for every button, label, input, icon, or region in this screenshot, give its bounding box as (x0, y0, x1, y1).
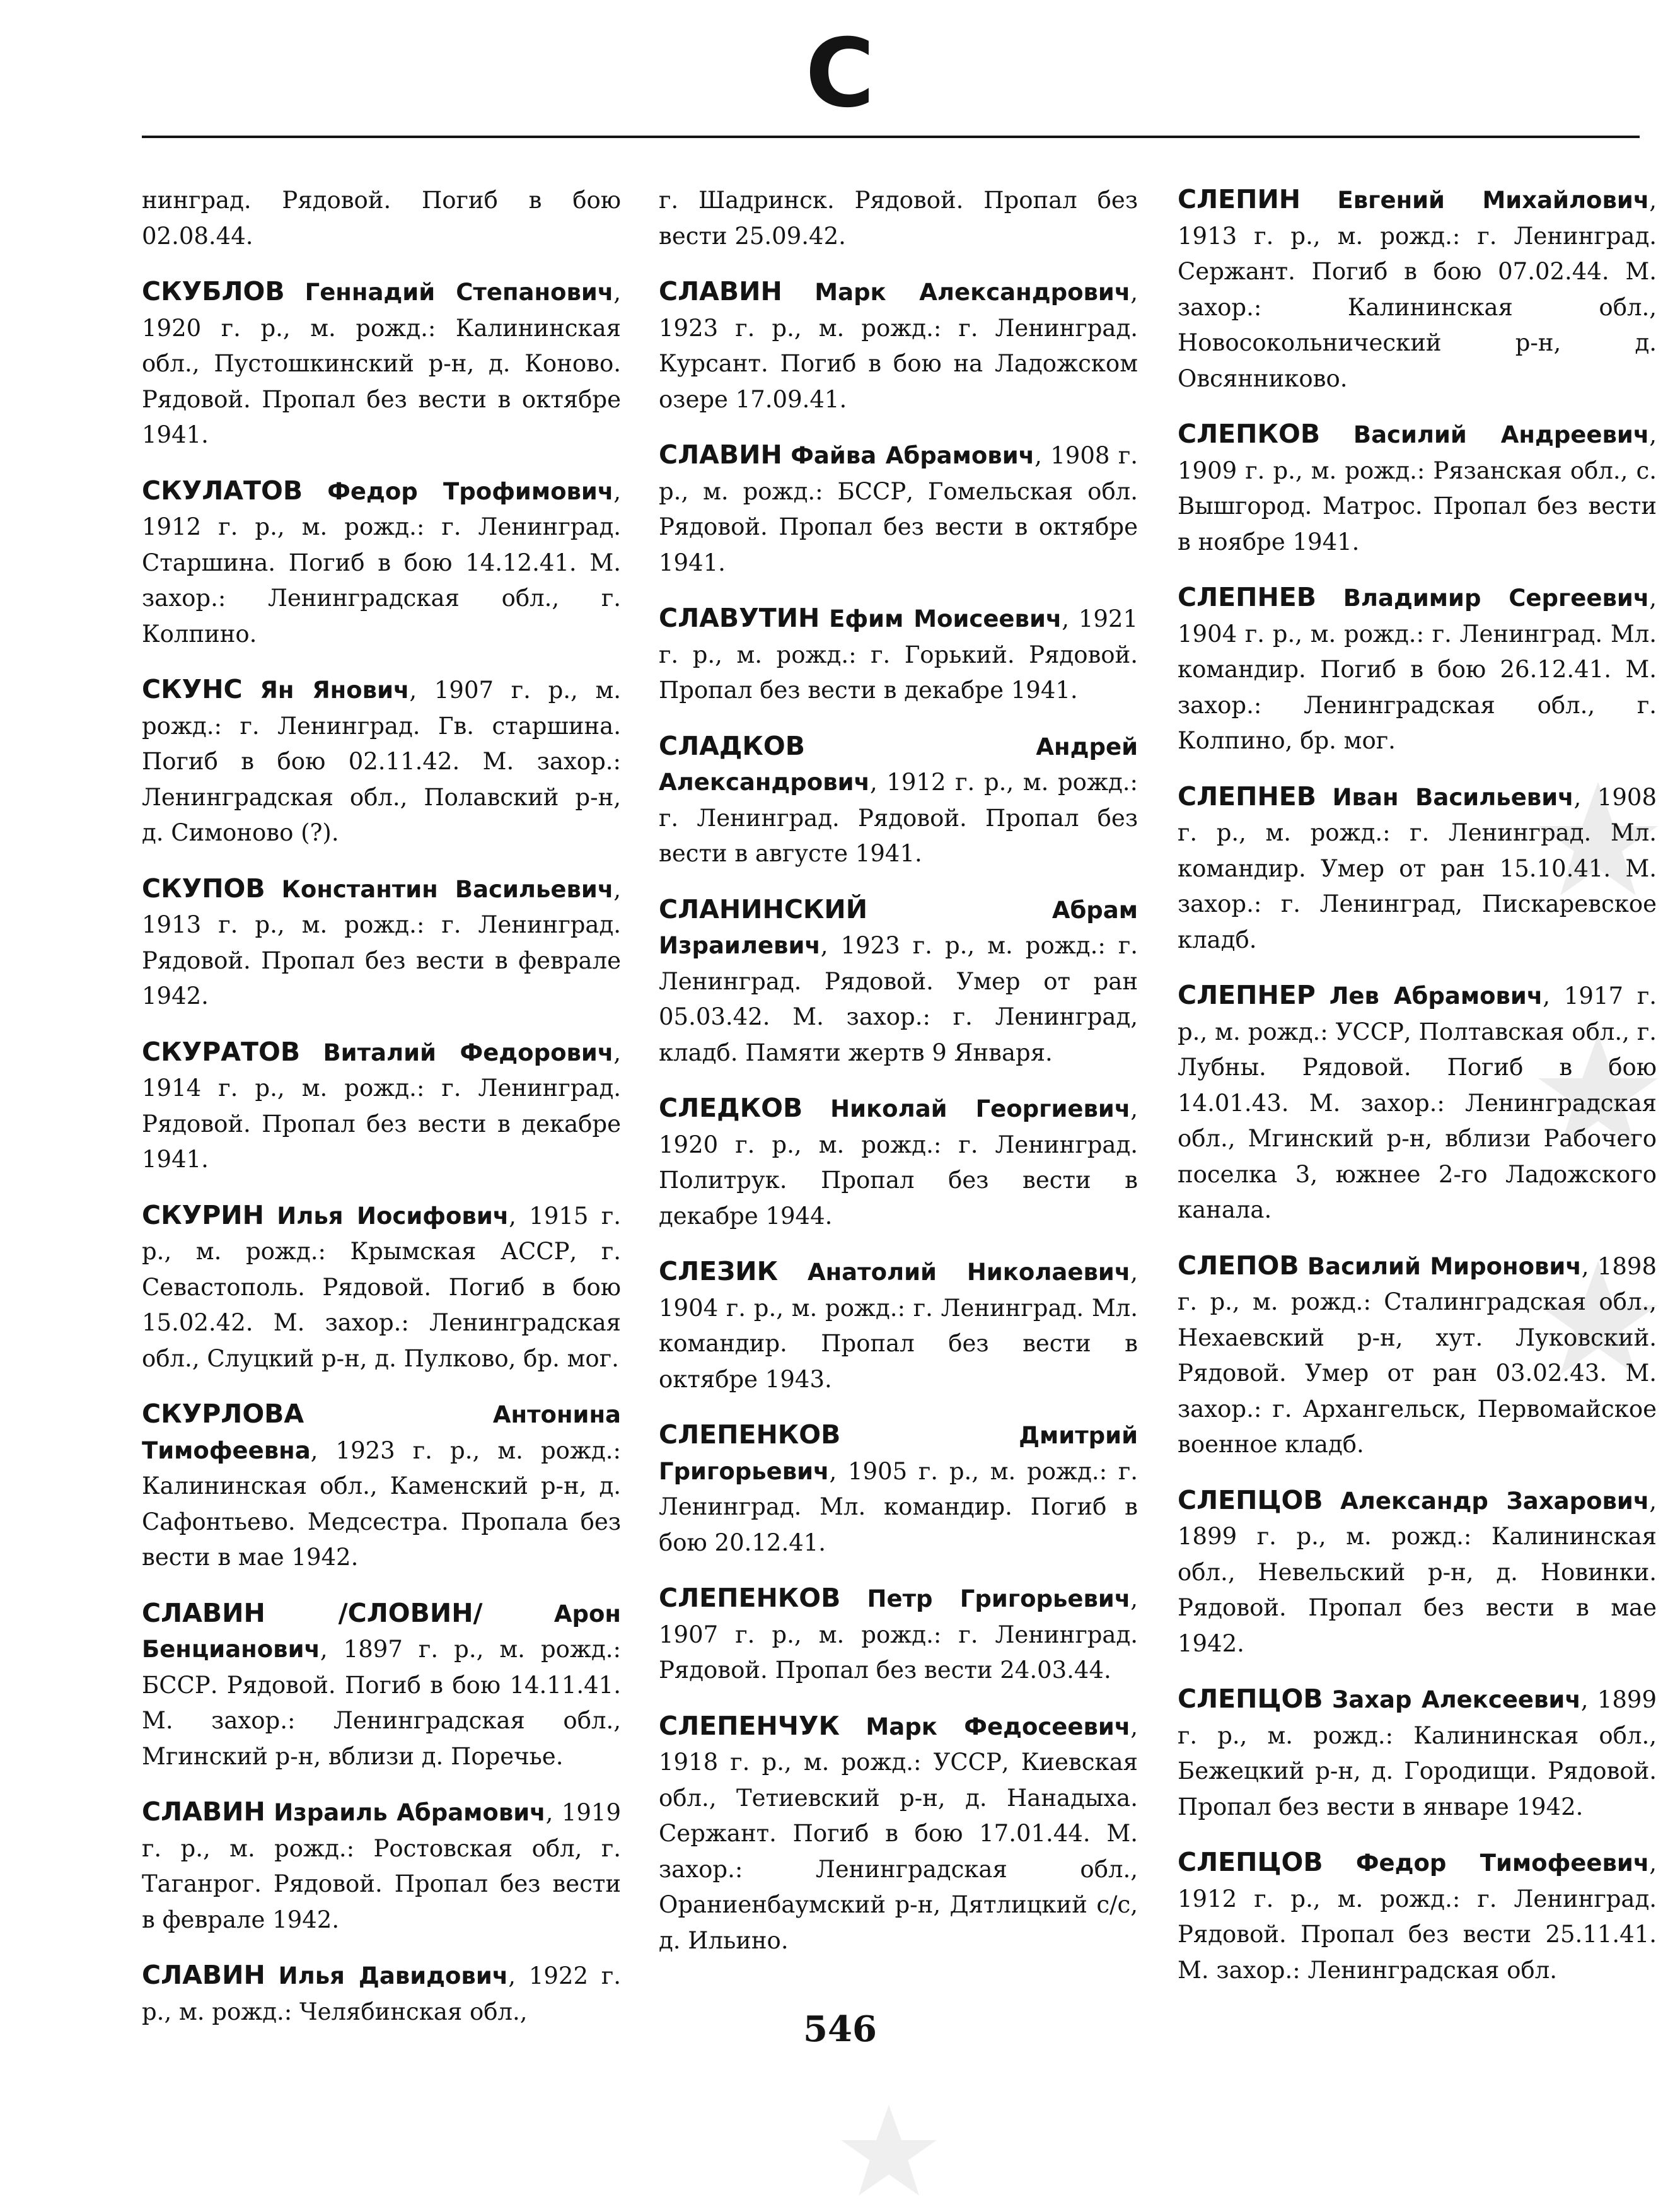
entry (1178, 416, 1657, 560)
entry (1178, 1844, 1657, 1988)
surname: СЛЕПИН (1178, 184, 1301, 214)
entry-text: , 1904 г. р., м. рожд.: г. Ленинград. Мл. командир. Пропал без вести в октябре 1943. (659, 1259, 1138, 1393)
entry (659, 274, 1138, 417)
entry-text: , 1912 г. р., м. рожд.: г. Ленинград. Рядовой. Пропал без вести 25.11.41. М. захор.: Ленинградская обл. (1178, 1849, 1657, 1984)
entry (142, 672, 621, 851)
surname: СЛАНИНСКИЙ (659, 894, 868, 924)
surname: СЛЕПКОВ (1178, 419, 1321, 449)
section-letter: С (805, 19, 875, 129)
surname: СКУЛАТОВ (142, 475, 303, 506)
entry (142, 1197, 621, 1377)
given-name: Абрам Израилевич (659, 896, 1138, 959)
column-3 (1178, 182, 1657, 2008)
entry-text: , 1908 г. р., м. рожд.: г. Ленинград. Мл. командир. Умер от ран 15.10.41. М. захор.: г. Ленинград, Пискаревское кладб. (1178, 783, 1657, 953)
entry-text: , 1915 г. р., м. рожд.: Крымская АССР, г. Севастополь. Рядовой. Погиб в бою 15.02.42. М. захор.: Ленинградская обл., Слуцкий р-н, д. Пулково, бр. мог. (142, 1202, 622, 1372)
surname: СЛЕПНЕВ (1178, 781, 1317, 812)
entry (142, 1794, 621, 1938)
entry-text: , 1923 г. р., м. рожд.: г. Ленинград. Курсант. Погиб в бою на Ладожском озере 17.09.41. (659, 279, 1138, 413)
given-name: Федор Тимофеевич (1355, 1849, 1650, 1877)
given-name: Антонина Тимофеевна (142, 1401, 621, 1464)
given-name: Александр Захарович (1340, 1487, 1650, 1515)
entry (659, 1254, 1138, 1397)
entry-text: , 1912 г. р., м. рожд.: г. Ленинград. Старшина. Погиб в бою 14.12.41. М. захор.: Ленинградская обл., г. Колпино. (142, 477, 621, 648)
entry (659, 600, 1138, 709)
surname: СЛАВИН (142, 1796, 265, 1827)
surname: СЛАВИН (659, 440, 782, 470)
entry (659, 1090, 1138, 1234)
entry-text: , 1917 г. р., м. рожд.: УССР, Полтавская обл., г. Лубны. Рядовой. Погиб в бою 14.01.43. М. захор.: Ленинградская обл., Мгинский р-н, вблизи Рабочего поселка 3, южнее 2-го Ладожского канала. (1178, 982, 1657, 1223)
surname: СЛЕПЕНКОВ (659, 1583, 841, 1613)
given-name: Марк Федосеевич (866, 1713, 1131, 1740)
surname: СЛЕПЦОВ (1178, 1684, 1323, 1714)
given-name: Петр Григорьевич (867, 1585, 1131, 1612)
surname: СЛЕПНЕР (1178, 980, 1316, 1010)
surname: СЛАДКОВ (659, 730, 806, 761)
entry-text: , 1904 г. р., м. рожд.: г. Ленинград. Мл. командир. Погиб в бою 26.12.41. М. захор.: Ленинградская обл., г. Колпино, бр. мог. (1178, 585, 1657, 754)
surname: СКУБЛОВ (142, 276, 285, 306)
surname: СЛЕПЕНКОВ (659, 1419, 841, 1450)
entry-text: , 1914 г. р., м. рожд.: г. Ленинград. Рядовой. Пропал без вести в декабре 1941. (142, 1039, 621, 1173)
entry-text: , 1913 г. р., м. рожд.: г. Ленинград. Рядовой. Пропал без вести в феврале 1942. (142, 875, 622, 1010)
column-1 (142, 182, 621, 2049)
entry-text: г. Шадринск. Рядовой. Пропал без вести 25.09.42. (659, 187, 1138, 250)
entry (659, 182, 1138, 254)
given-name: Николай Георгиевич (830, 1095, 1131, 1122)
given-name: Андрей Александрович (659, 733, 1138, 796)
surname: СЛЕДКОВ (659, 1093, 803, 1123)
surname: СКУРИН (142, 1199, 264, 1230)
entry-text: , 1899 г. р., м. рожд.: Калининская обл., Бежецкий р-н, д. Городищи. Рядовой. Пропал без вести в январе 1942. (1178, 1686, 1657, 1820)
surname: СКУПОВ (142, 873, 265, 904)
given-name: Ефим Моисеевич (829, 605, 1062, 632)
entry (1178, 579, 1657, 759)
entry-text: , 1922 г. р., м. рожд.: Челябинская обл., (142, 1962, 622, 2025)
entry (659, 1417, 1138, 1561)
given-name: Геннадий Степанович (304, 279, 614, 306)
surname: СЛЕПЦОВ (1178, 1847, 1323, 1877)
given-name: Илья Иосифович (277, 1202, 509, 1230)
surname: СЛАВИН /СЛОВИН/ (142, 1597, 483, 1628)
given-name: Анатолий Николаевич (807, 1259, 1131, 1286)
surname: СЛЕПОВ (1178, 1250, 1299, 1281)
page-number: 546 (803, 2008, 877, 2050)
given-name: Константин Васильевич (281, 875, 614, 903)
given-name: Владимир Сергеевич (1343, 585, 1650, 612)
entry (659, 437, 1138, 581)
entry (142, 182, 621, 254)
header-rule (142, 136, 1640, 138)
entry-text: , 1923 г. р., м. рожд.: Калининская обл., Каменский р-н, д. Сафонтьево. Медсестра. Пропала без вести в мае 1942. (142, 1436, 621, 1571)
given-name: Федор Трофимович (327, 477, 614, 505)
entry-text: , 1897 г. р., м. рожд.: БССР. Рядовой. Погиб в бою 14.11.41. М. захор.: Ленинградская обл., Мгинский р-н, вблизи д. Поречье. (142, 1636, 621, 1770)
entry (1178, 977, 1657, 1228)
star-watermark-bottom-icon (832, 2100, 946, 2201)
entry (1178, 1248, 1657, 1463)
entry (1178, 182, 1657, 397)
surname: СЛЕПНЕВ (1178, 582, 1317, 612)
given-name: Израиль Абрамович (274, 1799, 546, 1826)
entry-text: , 1923 г. р., м. рожд.: г. Ленинград. Рядовой. Умер от ран 05.03.42. М. захор.: г. Ленинград, кладб. Памяти жертв 9 Января. (659, 932, 1138, 1066)
entry-text: , 1909 г. р., м. рожд.: Рязанская обл., с. Вышгород. Матрос. Пропал без вести в ноябре 1941. (1178, 421, 1657, 556)
given-name: Василий Миронович (1307, 1252, 1582, 1280)
given-name: Иван Васильевич (1332, 783, 1574, 811)
surname: СЛАВИН (142, 1960, 265, 1990)
entry-text: , 1899 г. р., м. рожд.: Калининская обл., Невельский р-н, д. Новинки. Рядовой. Пропал без вести в мае 1942. (1178, 1487, 1657, 1657)
entry-text: , 1898 г. р., м. рожд.: Сталинградская обл., Нехаевский р-н, хут. Луковский. Рядовой. Умер от ран 03.02.43. М. захор.: г. Архангельск, Первомайское военное кладб. (1178, 1252, 1657, 1458)
entry-text: , 1912 г. р., м. рожд.: г. Ленинград. Рядовой. Пропал без вести в августе 1941. (659, 769, 1138, 867)
surname: СЛЕПЕНЧУК (659, 1710, 840, 1741)
surname: СЛЕПЦОВ (1178, 1484, 1323, 1515)
given-name: Файва Абрамович (791, 442, 1035, 469)
entry (1178, 1681, 1657, 1825)
given-name: Арон Бенцианович (142, 1600, 621, 1663)
entry-text: , 1907 г. р., м. рожд.: г. Ленинград. Рядовой. Пропал без вести 24.03.44. (659, 1585, 1138, 1684)
surname: СКУНС (142, 674, 243, 704)
given-name: Василий Андреевич (1353, 421, 1650, 448)
surname: СКУРАТОВ (142, 1036, 301, 1067)
entry (142, 1595, 621, 1775)
entry (1178, 1482, 1657, 1662)
given-name: Захар Алексеевич (1331, 1686, 1581, 1713)
surname: СКУРЛОВА (142, 1399, 304, 1429)
entry (142, 871, 621, 1015)
given-name: Евгений Михайлович (1337, 187, 1650, 214)
entry-text: , 1908 г. р., м. рожд.: БССР, Гомельская обл. Рядовой. Пропал без вести в октябре 1941. (659, 442, 1138, 576)
given-name: Дмитрий Григорьевич (659, 1422, 1138, 1485)
entry-text: , 1907 г. р., м. рожд.: г. Ленинград. Гв. старшина. Погиб в бою 02.11.42. М. захор.: Ленинградская обл., Полавский р-н, д. Симоново (?). (142, 677, 622, 846)
entry (659, 728, 1138, 872)
entry (659, 1580, 1138, 1689)
column-2 (659, 182, 1138, 1978)
entry-text: , 1918 г. р., м. рожд.: УССР, Киевская обл., Тетиевский р-н, д. Нанадыха. Сержант. Погиб в бою 17.01.44. М. захор.: Ленинградская обл., Ораниенбаумский р-н, Дятлицкий с/с, д. Ильино. (659, 1713, 1138, 1954)
surname: СЛАВИН (659, 276, 782, 306)
surname: СЛЕЗИК (659, 1256, 779, 1286)
entry-text: , 1913 г. р., м. рожд.: г. Ленинград. Сержант. Погиб в бою 07.02.44. М. захор.: Калининская обл., Новосокольнический р-н, д. Овсянниково. (1178, 187, 1657, 392)
entry (142, 473, 621, 653)
entry (659, 1708, 1138, 1959)
given-name: Ян Янович (260, 677, 410, 704)
entry-text: , 1919 г. р., м. рожд.: Ростовская обл, г. Таганрог. Рядовой. Пропал без вести в феврале 1942. (142, 1799, 622, 1933)
entry-text: , 1920 г. р., м. рожд.: Калининская обл., Пустошкинский р-н, д. Коново. Рядовой. Пропал без вести в октябре 1941. (142, 279, 621, 448)
entry (142, 1396, 621, 1576)
given-name: Илья Давидович (278, 1962, 509, 1989)
entry (142, 274, 621, 453)
entry (1178, 779, 1657, 958)
entry-text: , 1905 г. р., м. рожд.: г. Ленинград. Мл. командир. Погиб в бою 20.12.41. (659, 1457, 1138, 1556)
entry (659, 892, 1138, 1071)
given-name: Виталий Федорович (323, 1039, 614, 1066)
surname: СЛАВУТИН (659, 603, 820, 633)
entry (142, 1034, 621, 1178)
given-name: Марк Александрович (814, 279, 1131, 306)
entry-text: нинград. Рядовой. Погиб в бою 02.08.44. (142, 187, 621, 250)
given-name: Лев Абрамович (1329, 982, 1543, 1010)
entry-text: , 1921 г. р., м. рожд.: г. Горький. Рядовой. Пропал без вести в декабре 1941. (659, 605, 1138, 704)
entry-text: , 1920 г. р., м. рожд.: г. Ленинград. Политрук. Пропал без вести в декабре 1944. (659, 1095, 1138, 1230)
